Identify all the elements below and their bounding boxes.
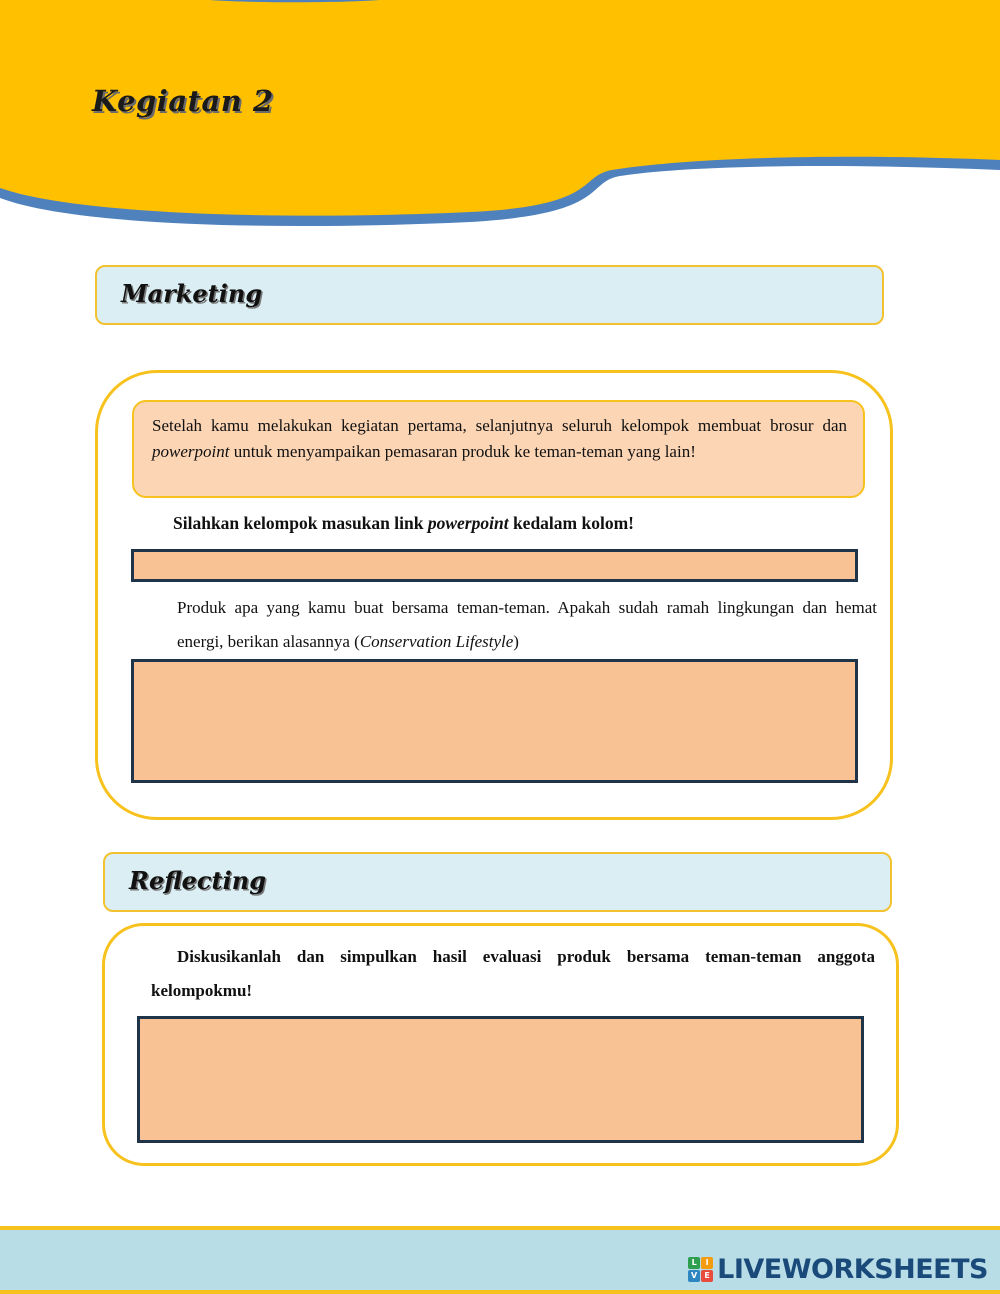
logo-letter-e: E <box>701 1270 713 1282</box>
reflecting-prompt: Diskusikanlah dan simpulkan hasil evaluasi produk bersama teman-teman anggota kelompokmu! <box>151 947 875 1000</box>
link-prompt-part2: kedalam kolom! <box>508 513 634 533</box>
product-answer-textarea[interactable] <box>131 659 858 783</box>
logo-letter-i: I <box>701 1257 713 1269</box>
reflecting-heading: Reflecting <box>129 866 266 895</box>
link-prompt-italic: powerpoint <box>427 513 509 533</box>
marketing-instruction-box <box>132 400 865 498</box>
header-wave-banner <box>0 0 1000 240</box>
logo-letter-l: L <box>688 1257 700 1269</box>
liveworksheets-brand[interactable] <box>688 1254 988 1284</box>
page-title: Kegiatan 2 <box>92 84 274 118</box>
liveworksheets-wordmark: LIVEWORKSHEETS <box>717 1253 988 1285</box>
powerpoint-link-prompt <box>173 506 634 540</box>
instruction-text-part2: untuk menyampaikan pemasaran produk ke teman-teman yang lain! <box>229 442 696 461</box>
logo-letter-v: V <box>688 1270 700 1282</box>
marketing-section-banner <box>95 265 884 325</box>
instruction-text-part1: Setelah kamu melakukan kegiatan pertama, selanjutnya seluruh kelompok membuat brosur dan <box>152 416 847 435</box>
product-prompt-italic: Conservation Lifestyle <box>359 632 514 651</box>
liveworksheets-logo-icon <box>688 1257 713 1282</box>
powerpoint-link-input[interactable] <box>131 549 858 582</box>
link-prompt-part1: Silahkan kelompok masukan link <box>173 513 428 533</box>
reflecting-answer-textarea[interactable] <box>137 1016 864 1143</box>
product-prompt-part2: ) <box>513 632 519 651</box>
instruction-text-italic: powerpoint <box>152 442 230 461</box>
reflecting-section-banner <box>103 852 892 912</box>
marketing-heading: Marketing <box>121 279 263 308</box>
product-question-prompt <box>177 591 877 659</box>
product-prompt-part1: Produk apa yang kamu buat bersama teman-teman. Apakah sudah ramah lingkungan dan hemat energi, berikan alasannya ( <box>177 598 877 651</box>
